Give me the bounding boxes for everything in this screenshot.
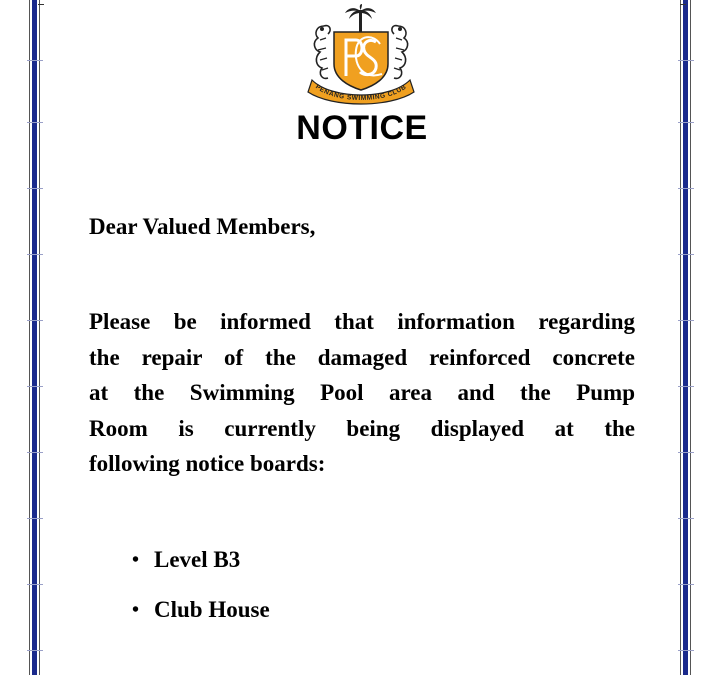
bullet-icon: • — [132, 549, 140, 571]
notice-board-name: Club House — [154, 597, 270, 622]
right-border — [680, 0, 692, 675]
corner-mark-left — [38, 0, 44, 5]
body-line: the repair of the damaged reinforced concrete — [89, 344, 635, 370]
list-item — [132, 542, 270, 592]
left-border — [29, 0, 41, 675]
corner-mark-right — [680, 0, 686, 5]
body-line: at the Swimming Pool area and the Pump — [89, 380, 635, 405]
body-paragraph — [89, 304, 635, 482]
right-seahorse-icon — [392, 26, 408, 79]
left-seahorse-icon — [314, 26, 330, 79]
bullet-icon: • — [132, 599, 140, 621]
palm-tree-icon — [345, 4, 376, 32]
club-crest-logo — [302, 4, 420, 112]
notice-board-name: Level B3 — [154, 547, 241, 572]
ribbon-text: PENANG SWIMMING CLUB — [314, 83, 408, 103]
body-line: Room is currently being displayed at the — [89, 415, 635, 441]
list-item — [132, 592, 270, 642]
salutation: Dear Valued Members, — [89, 214, 316, 239]
notice-title: NOTICE — [296, 109, 428, 147]
body-line: Please be informed that information regarding — [89, 309, 635, 334]
notice-board-list — [132, 542, 270, 642]
body-line: following notice boards: — [89, 451, 326, 476]
